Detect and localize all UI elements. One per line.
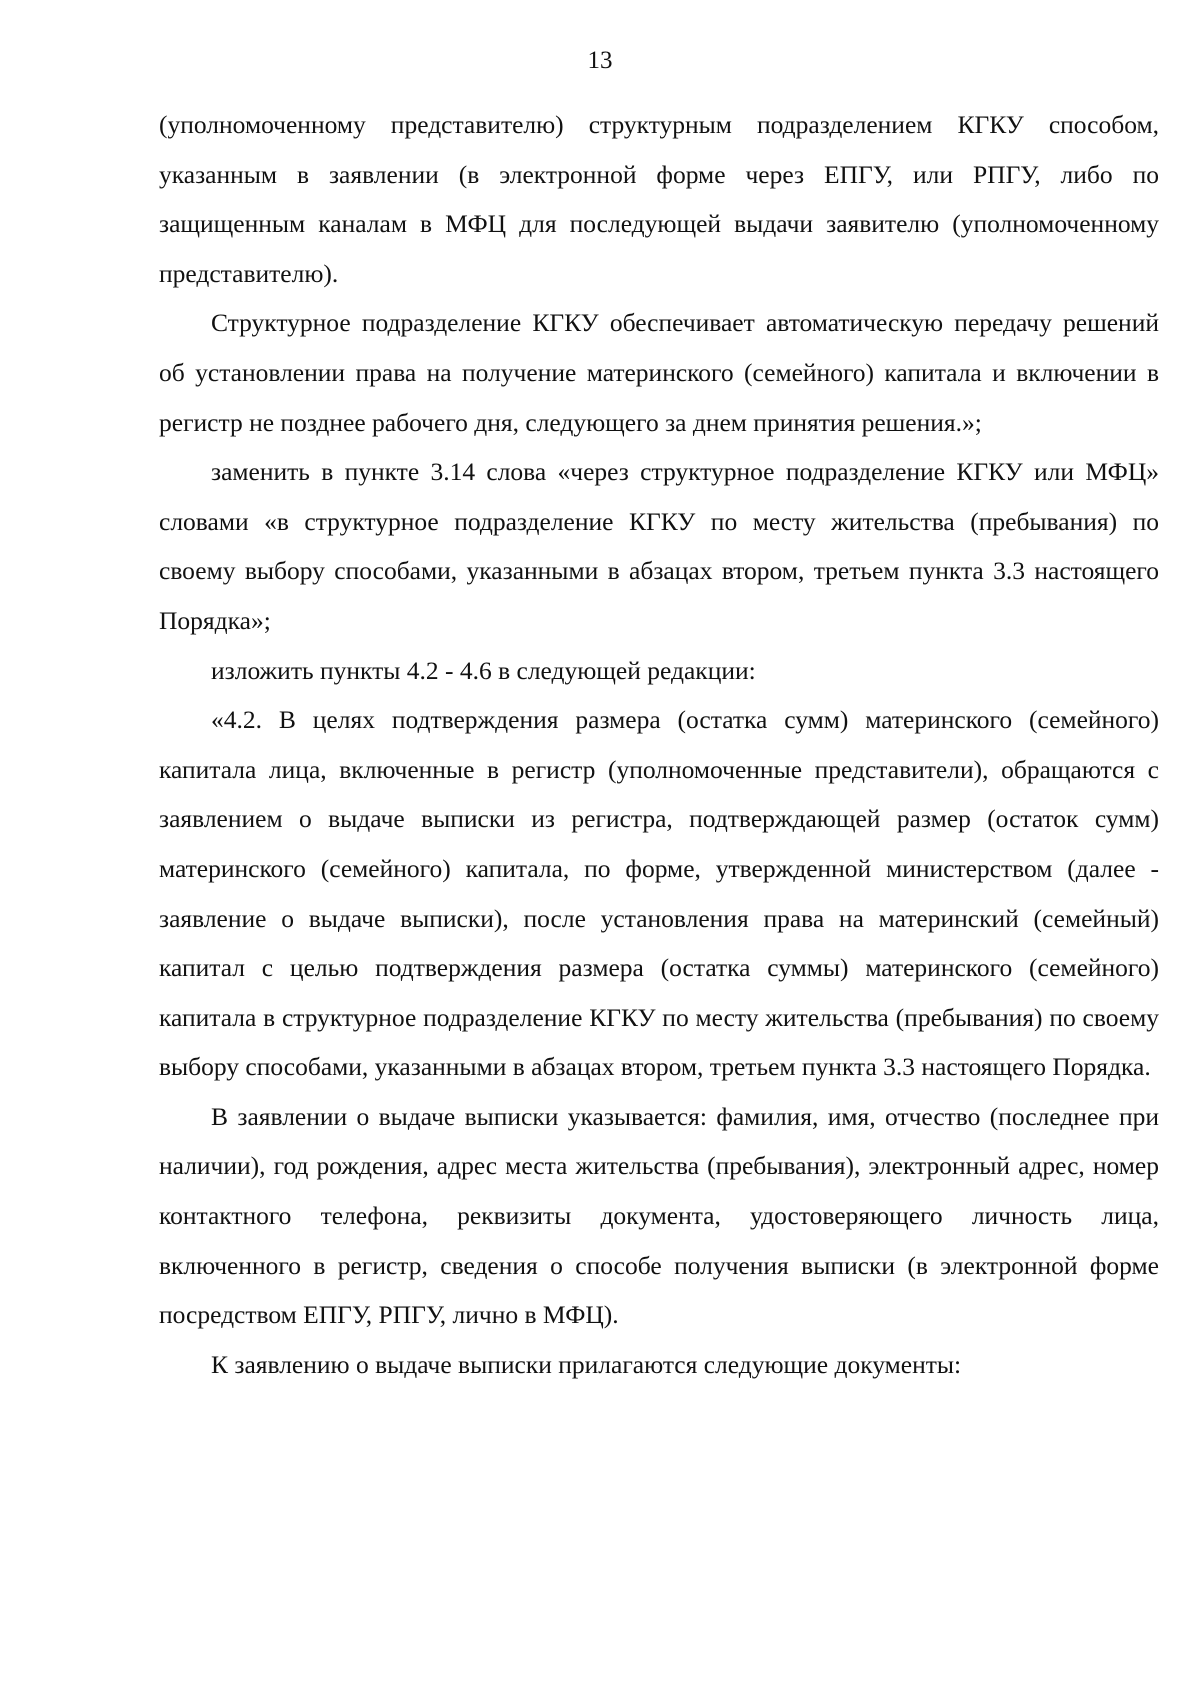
paragraph-restate-4-2-4-6: изложить пункты 4.2 - 4.6 в следующей редакции:	[211, 655, 756, 685]
paragraph-delivery-method: (уполномоченному представителю) структурным подразделением КГКУ способом, указанным в заявлении (в электронной форме через ЕПГУ, или РПГУ, либо по защищенным каналам в МФЦ для последующей выдачи заявителю (уполномоченному представителю).	[159, 110, 1159, 288]
paragraph-replace-3-14: заменить в пункте 3.14 слова «через структурное подразделение КГКУ или МФЦ» словами «в структурное подразделение КГКУ по месту жительства (пребывания) по своему выбору способами, указанными в абзацах втором, третьем пункта 3.3 настоящего Порядка»;	[159, 457, 1159, 635]
paragraph-automatic-transfer: Структурное подразделение КГКУ обеспечивает автоматическую передачу решений об установлении права на получение материнского (семейного) капитала и включении в регистр не позднее рабочего дня, следующего за днем принятия решения.»;	[159, 308, 1159, 437]
document-body	[159, 100, 1159, 1389]
paragraph-application-contents: В заявлении о выдаче выписки указывается: фамилия, имя, отчество (последнее при наличии), год рождения, адрес места жительства (пребывания), электронный адрес, номер контактного телефона, реквизиты документа, удостоверяющего личность лица, включенного в регистр, сведения о способе получения выписки (в электронной форме посредством ЕПГУ, РПГУ, лично в МФЦ).	[159, 1101, 1159, 1330]
paragraph-clause-4-2: «4.2. В целях подтверждения размера (остатка сумм) материнского (семейного) капитала лица, включенные в регистр (уполномоченные представители), обращаются с заявлением о выдаче выписки из регистра, подтверждающей размер (остаток сумм) материнского (семейного) капитала, по форме, утвержденной министерством (далее - заявление о выдаче выписки), после установления права на материнский (семейный) капитал с целью подтверждения размера (остатка суммы) материнского (семейного) капитала в структурное подразделение КГКУ по месту жительства (пребывания) по своему выбору способами, указанными в абзацах втором, третьем пункта 3.3 настоящего Порядка.	[159, 705, 1159, 1082]
paragraph-attached-documents: К заявлению о выдаче выписки прилагаются следующие документы:	[211, 1349, 962, 1379]
page-number: 13	[587, 47, 613, 74]
